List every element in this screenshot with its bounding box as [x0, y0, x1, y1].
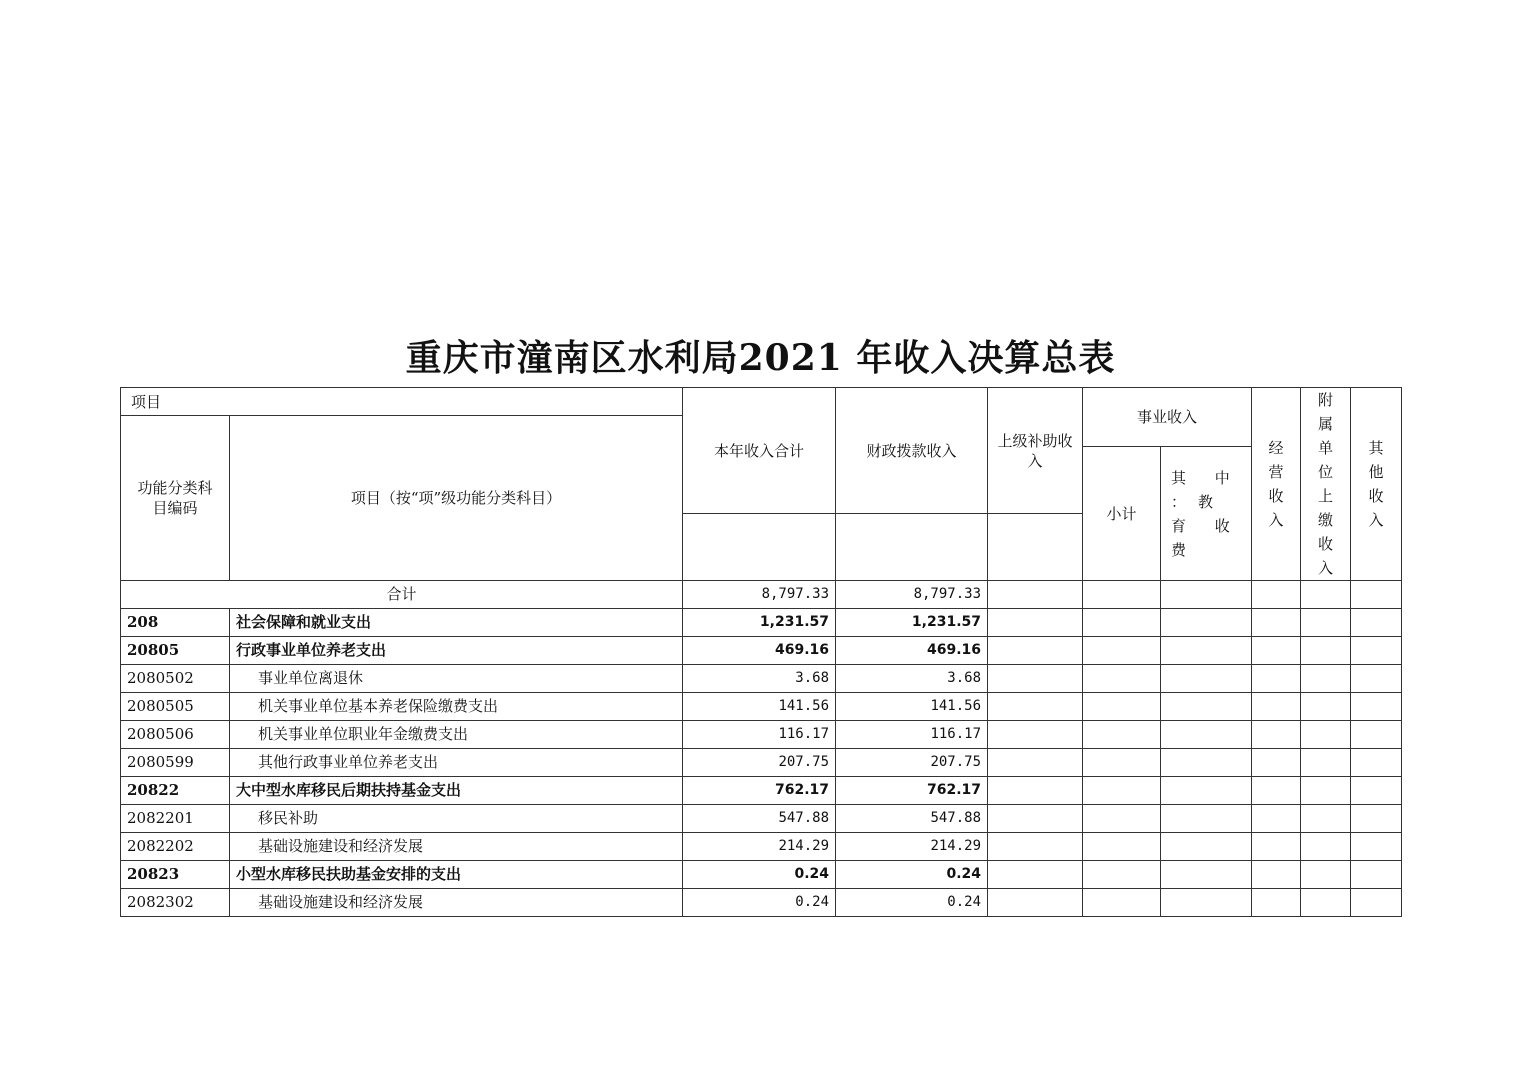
row-fiscal: 141.56: [836, 693, 988, 721]
empty-cell: [1351, 637, 1402, 665]
empty-cell: [1301, 581, 1351, 609]
row-code: 2080505: [121, 693, 230, 721]
empty-cell: [988, 637, 1083, 665]
empty-cell: [1351, 581, 1402, 609]
row-fiscal: 0.24: [836, 889, 988, 917]
empty-cell: [1351, 889, 1402, 917]
row-name: 机关事业单位职业年金缴费支出: [230, 721, 683, 749]
empty-cell: [1083, 805, 1161, 833]
empty-cell: [1083, 609, 1161, 637]
empty-cell: [1252, 721, 1301, 749]
row-total: 762.17: [683, 777, 836, 805]
header-code: 功能分类科目编码: [121, 416, 230, 581]
header-education: 其 中 ：教 育 收费: [1161, 447, 1252, 581]
empty-cell: [1301, 637, 1351, 665]
empty-cell: [1252, 693, 1301, 721]
empty-cell: [1083, 777, 1161, 805]
empty-cell: [1351, 609, 1402, 637]
row-total: 207.75: [683, 749, 836, 777]
row-code: 2080502: [121, 665, 230, 693]
row-name: 社会保障和就业支出: [230, 609, 683, 637]
empty-cell: [1083, 861, 1161, 889]
empty-cell: [1301, 693, 1351, 721]
row-name: 移民补助: [230, 805, 683, 833]
empty-cell: [1301, 777, 1351, 805]
header-superior: 上级补助收入: [988, 388, 1083, 514]
table-row: [121, 637, 1402, 665]
empty-cell: [1301, 833, 1351, 861]
empty-cell: [988, 609, 1083, 637]
row-code: 2082201: [121, 805, 230, 833]
empty-cell: [1301, 609, 1351, 637]
header-operating: 经营收入: [1252, 388, 1301, 581]
empty-cell: [988, 889, 1083, 917]
row-name: 大中型水库移民后期扶持基金支出: [230, 777, 683, 805]
row-total: 3.68: [683, 665, 836, 693]
row-name: 小型水库移民扶助基金安排的支出: [230, 861, 683, 889]
header-project: 项目: [121, 388, 683, 416]
header-spacer: [683, 514, 836, 581]
empty-cell: [1301, 889, 1351, 917]
table-row: [121, 609, 1402, 637]
row-fiscal: 116.17: [836, 721, 988, 749]
table-row: [121, 693, 1402, 721]
table-row: [121, 749, 1402, 777]
row-name: 基础设施建设和经济发展: [230, 833, 683, 861]
empty-cell: [1351, 665, 1402, 693]
empty-cell: [1351, 777, 1402, 805]
row-code: 2082302: [121, 889, 230, 917]
empty-cell: [1252, 665, 1301, 693]
table-row: [121, 777, 1402, 805]
empty-cell: [1161, 609, 1252, 637]
header-total-income: 本年收入合计: [683, 388, 836, 514]
empty-cell: [1161, 805, 1252, 833]
table-row: [121, 889, 1402, 917]
row-fiscal: 1,231.57: [836, 609, 988, 637]
empty-cell: [1252, 777, 1301, 805]
row-fiscal: 469.16: [836, 637, 988, 665]
empty-cell: [1252, 805, 1301, 833]
empty-cell: [1083, 665, 1161, 693]
row-code: 2080506: [121, 721, 230, 749]
empty-cell: [988, 777, 1083, 805]
empty-cell: [1301, 721, 1351, 749]
row-code: 20805: [121, 637, 230, 665]
row-name: 机关事业单位基本养老保险缴费支出: [230, 693, 683, 721]
row-name: 行政事业单位养老支出: [230, 637, 683, 665]
empty-cell: [1083, 637, 1161, 665]
row-name: 基础设施建设和经济发展: [230, 889, 683, 917]
table-row: [121, 833, 1402, 861]
empty-cell: [988, 833, 1083, 861]
empty-cell: [1161, 833, 1252, 861]
empty-cell: [1252, 581, 1301, 609]
empty-cell: [1083, 889, 1161, 917]
row-total: 0.24: [683, 861, 836, 889]
total-fiscal-value: 8,797.33: [836, 581, 988, 609]
row-name: 事业单位离退休: [230, 665, 683, 693]
income-table: [120, 387, 1402, 917]
row-total: 214.29: [683, 833, 836, 861]
empty-cell: [1083, 833, 1161, 861]
empty-cell: [1252, 861, 1301, 889]
empty-cell: [1161, 889, 1252, 917]
header-career: 事业收入: [1083, 388, 1252, 447]
row-total: 1,231.57: [683, 609, 836, 637]
empty-cell: [1301, 805, 1351, 833]
header-subtotal: 小计: [1083, 447, 1161, 581]
row-fiscal: 762.17: [836, 777, 988, 805]
empty-cell: [1161, 581, 1252, 609]
empty-cell: [1351, 749, 1402, 777]
empty-cell: [1351, 721, 1402, 749]
empty-cell: [1083, 693, 1161, 721]
row-code: 20823: [121, 861, 230, 889]
row-total: 469.16: [683, 637, 836, 665]
table-row: [121, 805, 1402, 833]
header-spacer: [836, 514, 988, 581]
header-spacer: [988, 514, 1083, 581]
empty-cell: [1301, 861, 1351, 889]
header-other: 其他收入: [1351, 388, 1402, 581]
empty-cell: [1161, 749, 1252, 777]
table-body: [121, 581, 1402, 917]
empty-cell: [1252, 637, 1301, 665]
row-fiscal: 3.68: [836, 665, 988, 693]
total-row: [121, 581, 1402, 609]
row-total: 0.24: [683, 889, 836, 917]
row-code: 208: [121, 609, 230, 637]
empty-cell: [988, 581, 1083, 609]
row-fiscal: 214.29: [836, 833, 988, 861]
row-code: 2080599: [121, 749, 230, 777]
empty-cell: [1161, 861, 1252, 889]
empty-cell: [1301, 665, 1351, 693]
page-title: 重庆市潼南区水利局2021 年收入决算总表: [405, 337, 1116, 379]
empty-cell: [1161, 721, 1252, 749]
empty-cell: [1252, 889, 1301, 917]
empty-cell: [988, 693, 1083, 721]
header-fiscal: 财政拨款收入: [836, 388, 988, 514]
row-fiscal: 207.75: [836, 749, 988, 777]
table-row: [121, 861, 1402, 889]
empty-cell: [988, 805, 1083, 833]
empty-cell: [1351, 861, 1402, 889]
empty-cell: [1252, 833, 1301, 861]
empty-cell: [988, 665, 1083, 693]
empty-cell: [1161, 693, 1252, 721]
header-item: 项目（按“项”级功能分类科目）: [230, 416, 683, 581]
empty-cell: [1083, 721, 1161, 749]
table-row: [121, 721, 1402, 749]
row-name: 其他行政事业单位养老支出: [230, 749, 683, 777]
row-fiscal: 547.88: [836, 805, 988, 833]
table-header: [121, 388, 1402, 581]
empty-cell: [988, 749, 1083, 777]
empty-cell: [1301, 749, 1351, 777]
empty-cell: [1351, 805, 1402, 833]
empty-cell: [1252, 609, 1301, 637]
total-label: 合计: [121, 581, 683, 609]
empty-cell: [1351, 693, 1402, 721]
empty-cell: [1161, 637, 1252, 665]
row-fiscal: 0.24: [836, 861, 988, 889]
empty-cell: [1351, 833, 1402, 861]
row-total: 116.17: [683, 721, 836, 749]
empty-cell: [988, 721, 1083, 749]
empty-cell: [1161, 665, 1252, 693]
row-total: 141.56: [683, 693, 836, 721]
empty-cell: [1161, 777, 1252, 805]
header-affiliated: 附属单位上缴收入: [1301, 388, 1351, 581]
row-code: 2082202: [121, 833, 230, 861]
empty-cell: [1252, 749, 1301, 777]
empty-cell: [988, 861, 1083, 889]
empty-cell: [1083, 581, 1161, 609]
total-income-value: 8,797.33: [683, 581, 836, 609]
row-total: 547.88: [683, 805, 836, 833]
empty-cell: [1083, 749, 1161, 777]
table-row: [121, 665, 1402, 693]
row-code: 20822: [121, 777, 230, 805]
